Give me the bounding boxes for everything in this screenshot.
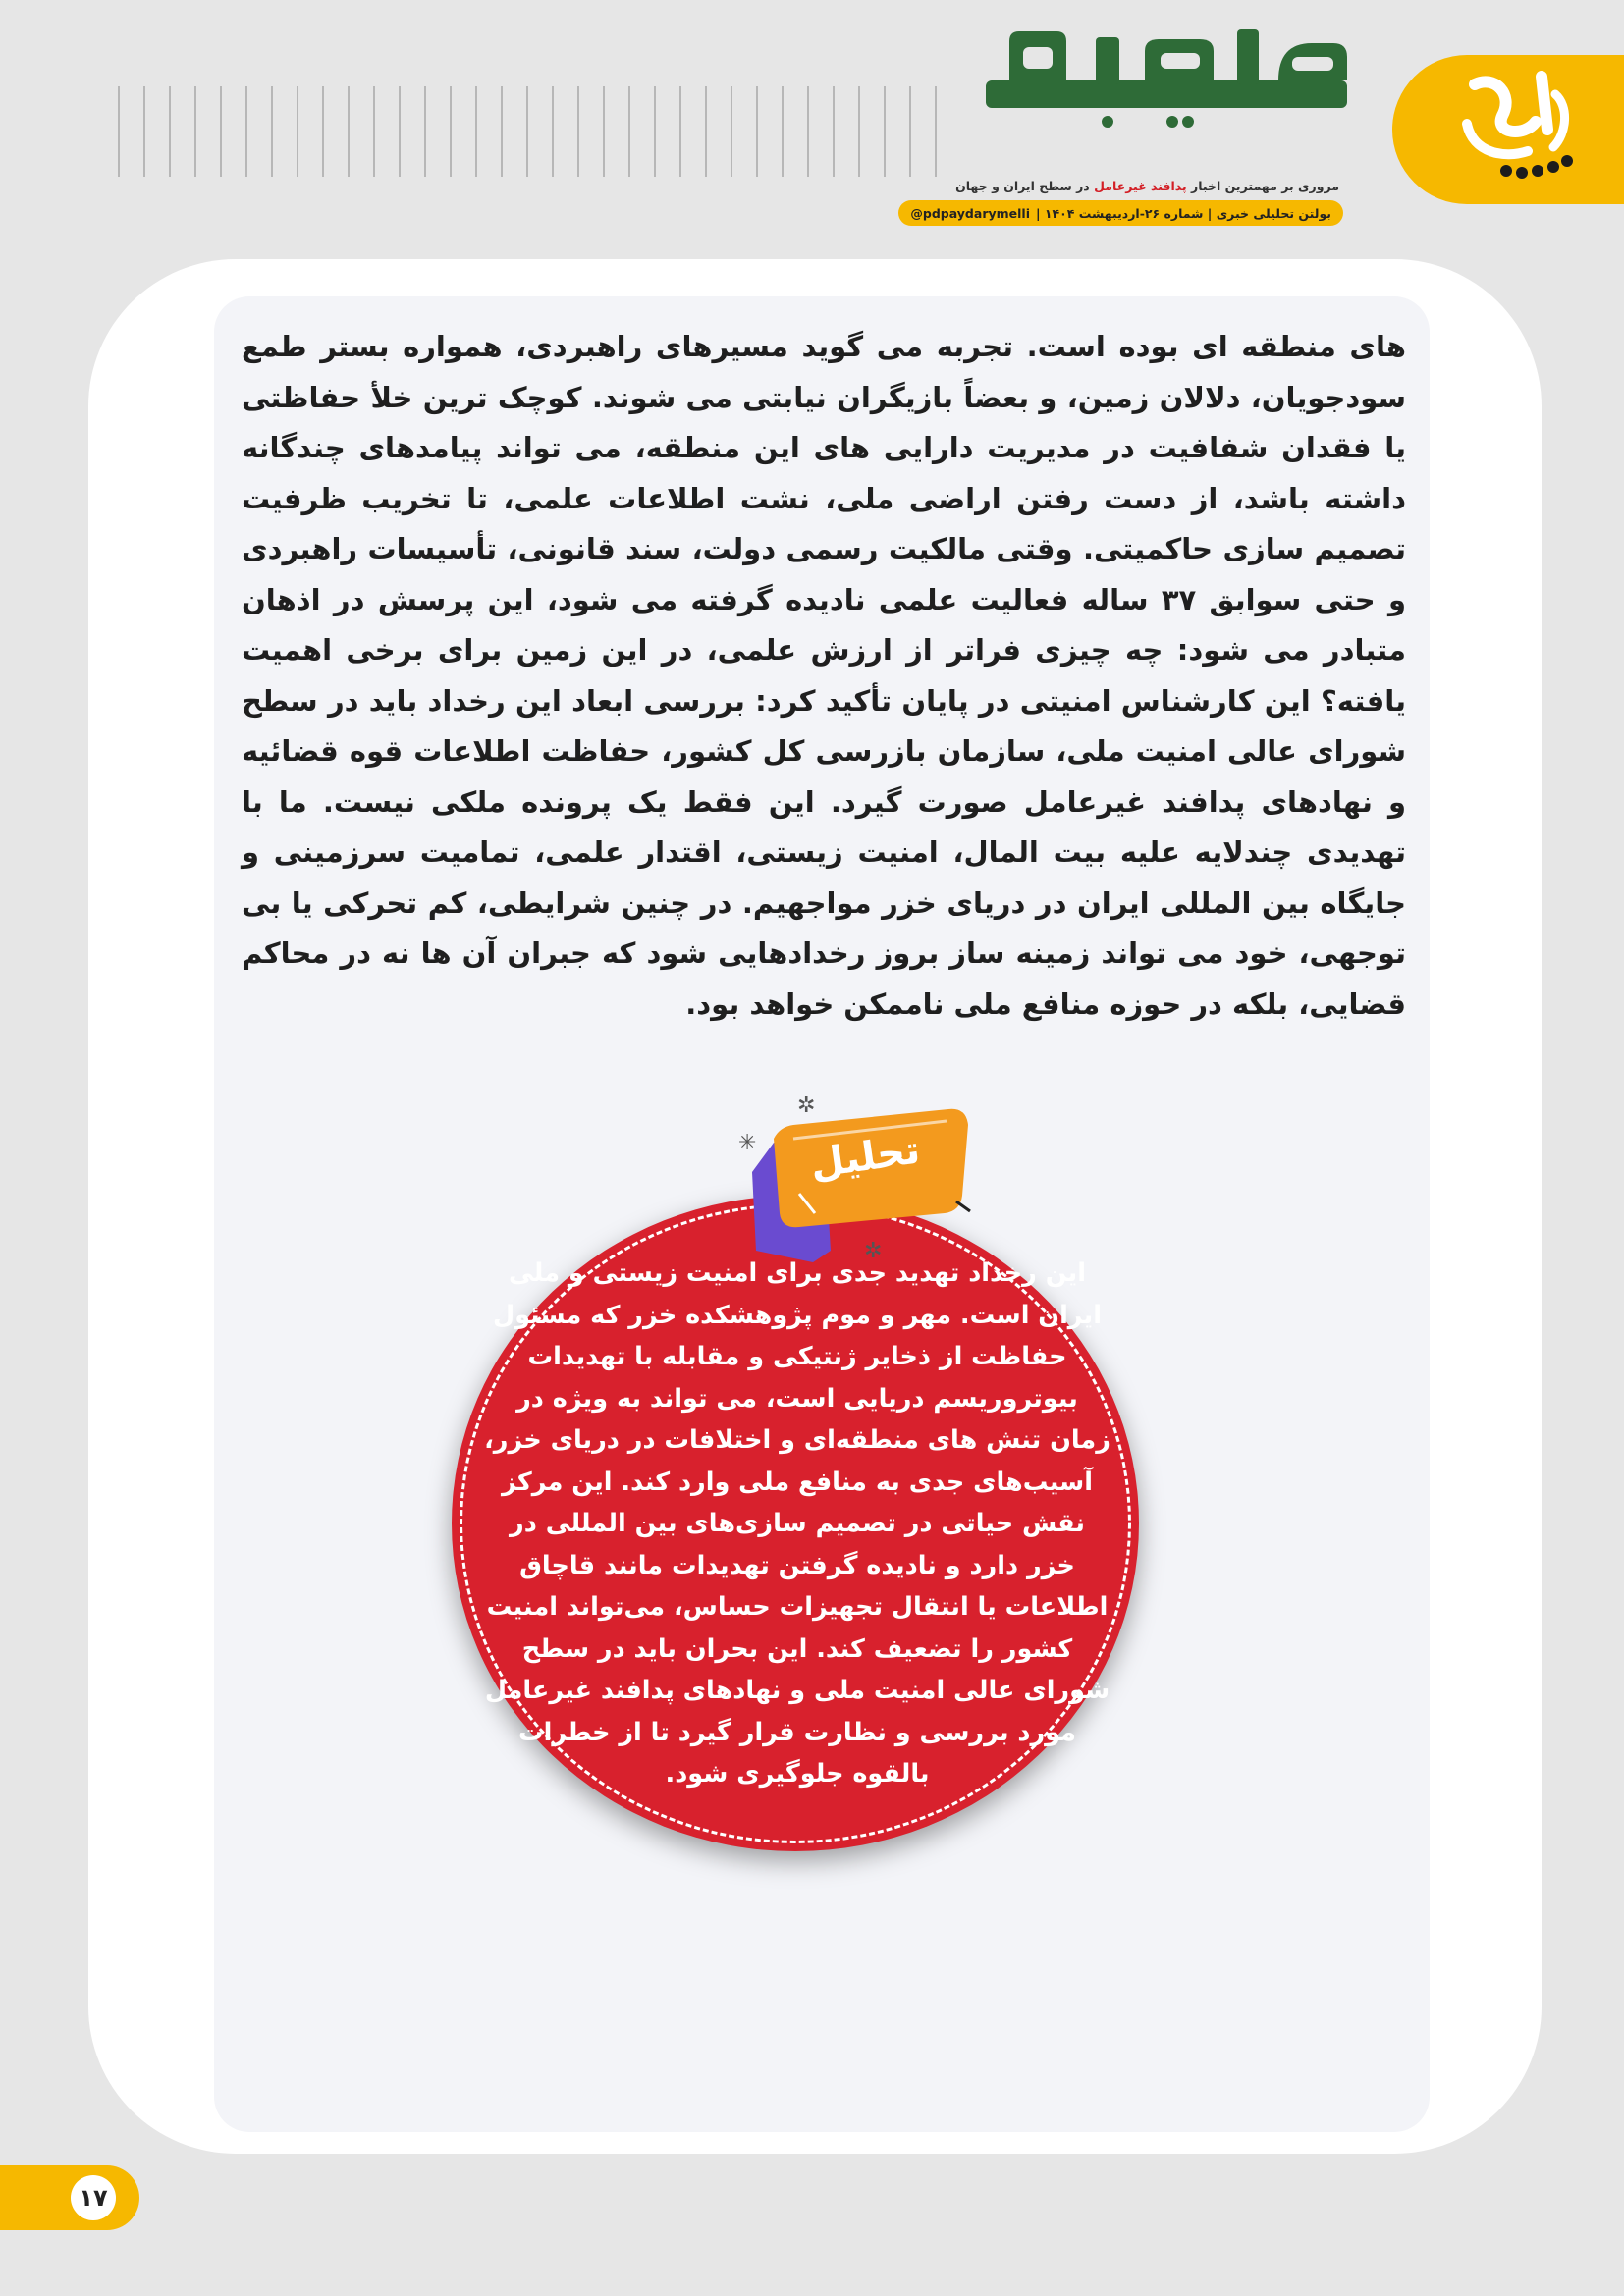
masthead-tagline xyxy=(955,179,1339,193)
page-number-tab xyxy=(0,2165,139,2230)
masthead xyxy=(910,20,1353,221)
brand-logo xyxy=(1445,65,1583,194)
bulletin-info-text: بولتن تحلیلی خبری | شماره ۲۶-اردیبهشت ۱۴۰۴ | xyxy=(1036,205,1331,221)
article-body: های منطقه ای بوده است. تجربه می گوید مسیرهای راهبردی، همواره بستر طمع سودجویان، دلالان زمین، و بعضاً بازیگران نیابتی می شوند. کوچک ترین خلأ حفاظتی یا فقدان شفافیت در مدیریت دارایی های این منطقه، می تواند پیامدهای چندگانه داشته باشد، از دست رفتن اراضی ملی، نشت اطلاعات علمی، تا تخریب ظرفیت تصمیم سازی حاکمیتی. وقتی مالکیت رسمی دولت، سند قانونی، تأسیسات راهبردی و حتی سوابق ۳۷ ساله فعالیت علمی نادیده گرفته می شود، این پرسش در اذهان متبادر می شود: چه چیزی فراتر از ارزش علمی، در این زمین برای برخی اهمیت یافته؟ این کارشناس امنیتی در پایان تأکید کرد: بررسی ابعاد این رخداد باید در سطح شورای عالی امنیت ملی، سازمان بازرسی کل کشور، حفاظت اطلاعات قوه قضائیه و نهادهای پدافند غیرعامل صورت گیرد. این فقط یک پرونده ملکی نیست. ما با تهدیدی چندلایه علیه بیت المال، امنیت زیستی، اقتدار علمی، تمامیت سرزمینی و جایگاه بین المللی ایران در دریای خزر مواجهیم. در چنین شرایطی، کم تحرکی یا بی توجهی، خود می تواند زمینه ساز بروز رخدادهایی شود که جبران آن ها نه در محاکم قضایی، بلکه در حوزه منافع ملی ناممکن خواهد بود. xyxy=(242,330,1406,1021)
header-decorative-stripes xyxy=(118,86,962,177)
tagline-highlight: پدافند غیرعامل xyxy=(1094,179,1187,193)
analysis-tag-badge xyxy=(734,1103,980,1270)
sparkle-icon: ✲ xyxy=(864,1239,883,1263)
analysis-tag-label: تحلیل xyxy=(807,1127,923,1188)
social-handle: @pdpaydarymelli xyxy=(910,205,1030,221)
masthead-logo xyxy=(980,20,1353,137)
sparkle-icon: ✳ xyxy=(738,1131,757,1155)
tagline-part-1: مروری بر مهمترین اخبار xyxy=(1191,179,1339,193)
sparkle-icon: ✲ xyxy=(797,1094,816,1118)
tagline-part-2: در سطح ایران و جهان xyxy=(955,179,1090,193)
bulletin-info-pill xyxy=(898,200,1343,226)
page-number: ۱۷ xyxy=(71,2175,116,2220)
analysis-text: این رخداد تهدید جدی برای امنیت زیستی و ملی ایران است. مهر و موم پژوهشکده خزر که مسئول حفاظت از ذخایر ژنتیکی و مقابله با تهدیدات بیوتروریسم دریایی است، می تواند به ویژه در زمان تنش های منطقه‌ای و اختلافات در دریای خزر، آسیب‌های جدی به منافع ملی وارد کند. این مرکز نقش حیاتی در تصمیم سازی‌های بین المللی در خزر دارد و نادیده گرفتن تهدیدات مانند قاچاق اطلاعات یا انتقال تجهیزات حساس، می‌تواند امنیت کشور را تضعیف کند. این بحران باید در سطح شورای عالی امنیت ملی و نهادهای پدافند غیرعامل مورد بررسی و نظارت قرار گیرد تا از خطرات بالقوه جلوگیری شود. xyxy=(484,1258,1110,1789)
